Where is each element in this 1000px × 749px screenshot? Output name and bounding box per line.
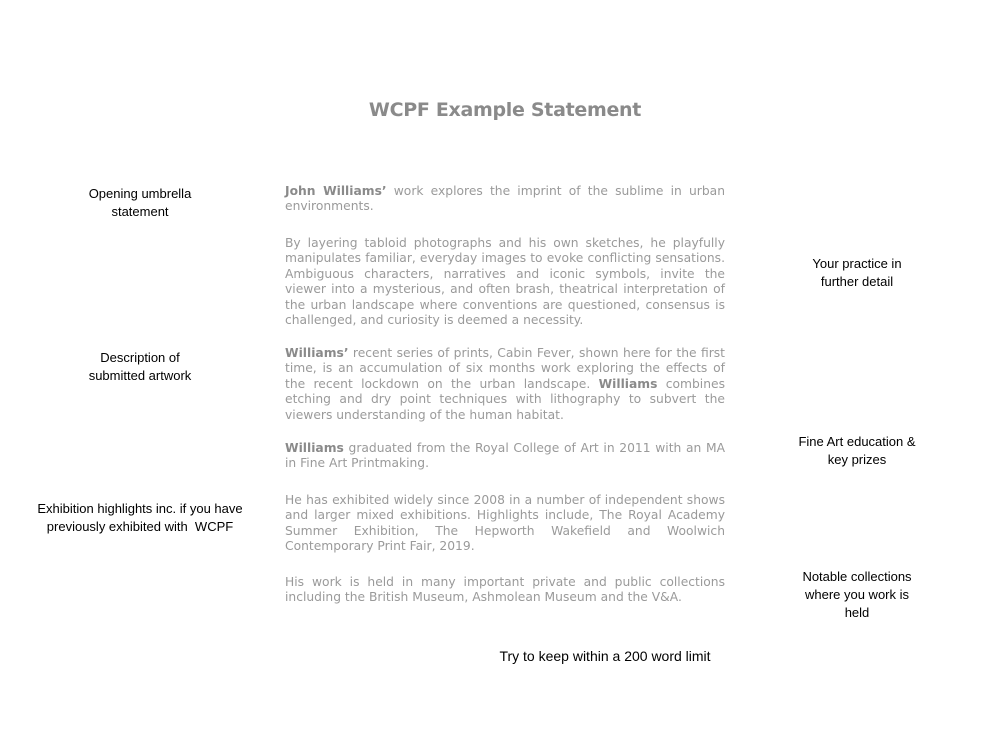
paragraph-text: He has exhibited widely since 2008 in a number of independent shows and larger mixed exhibitions. Highlights include, The Royal Academy Summer Exhibition, The Hepworth Wakefield and Woolwich Contemporary Print Fair, 2019. (285, 493, 725, 554)
paragraph-text: recent series of prints, Cabin Fever, shown here for the first time, is an accumulation of six months work exploring the effects of the recent lockdown on the urban landscape. (285, 346, 725, 391)
artist-name: Williams (598, 376, 658, 391)
annotation-line: previously exhibited with WCPF (46, 519, 234, 534)
annotation-line: where you work is (804, 587, 910, 602)
annotation-opening-statement (60, 185, 220, 221)
annotation-line: Exhibition highlights inc. if you have (37, 501, 243, 516)
paragraph-text: combines etching and dry point techniques with lithography to subvert the viewers understanding of the human habitat. (285, 376, 725, 422)
paragraph-text: By layering tabloid photographs and his own sketches, he playfully manipulates familiar, everyday images to evoke conflicting sensations. Ambiguous characters, narratives and iconic symbols, invite the viewer into a mysterious, and often brash, theatrical interpretation of the urban landscape where conventions are questioned, consensus is challenged, and curiosity is deemed a necessity. (285, 236, 725, 328)
paragraph-text: work explores the imprint of the sublime in urban environments. (285, 184, 725, 214)
paragraph-text: His work is held in many important private and public collections including the British Museum, Ashmolean Museum and the V&A. (285, 575, 725, 605)
annotation-line: submitted artwork (88, 368, 192, 383)
annotation-line: statement (111, 204, 169, 219)
annotation-notable-collections (777, 568, 937, 622)
annotation-line: further detail (820, 274, 894, 289)
paragraph-text: graduated from the Royal College of Art in 2011 with an MA in Fine Art Printmaking. (285, 441, 725, 471)
annotation-line: key prizes (827, 452, 887, 467)
annotation-line: Notable collections (802, 569, 912, 584)
annotation-practice-detail (777, 255, 937, 291)
annotation-exhibition-highlights (20, 500, 260, 536)
page-title: WCPF Example Statement (368, 99, 642, 121)
annotation-education-prizes (777, 433, 937, 469)
annotation-artwork-description (60, 349, 220, 385)
artist-name: Williams (285, 441, 344, 455)
annotation-line: held (844, 605, 870, 620)
statement-paragraph-exhibitions (285, 493, 725, 555)
statement-paragraph-education (285, 441, 725, 472)
word-limit-note: Try to keep within a 200 word limit (499, 648, 711, 664)
annotation-line: Description of (100, 350, 180, 365)
statement-paragraph-artwork (285, 346, 725, 423)
artist-name: John Williams’ (285, 184, 387, 198)
annotation-line: Your practice in (812, 256, 902, 271)
annotation-line: Opening umbrella (88, 186, 192, 201)
artist-name: Williams’ (285, 346, 349, 360)
statement-paragraph-practice (285, 236, 725, 328)
statement-paragraph-opening (285, 184, 725, 215)
statement-paragraph-collections (285, 575, 725, 606)
annotation-line: Fine Art education & (798, 434, 916, 449)
